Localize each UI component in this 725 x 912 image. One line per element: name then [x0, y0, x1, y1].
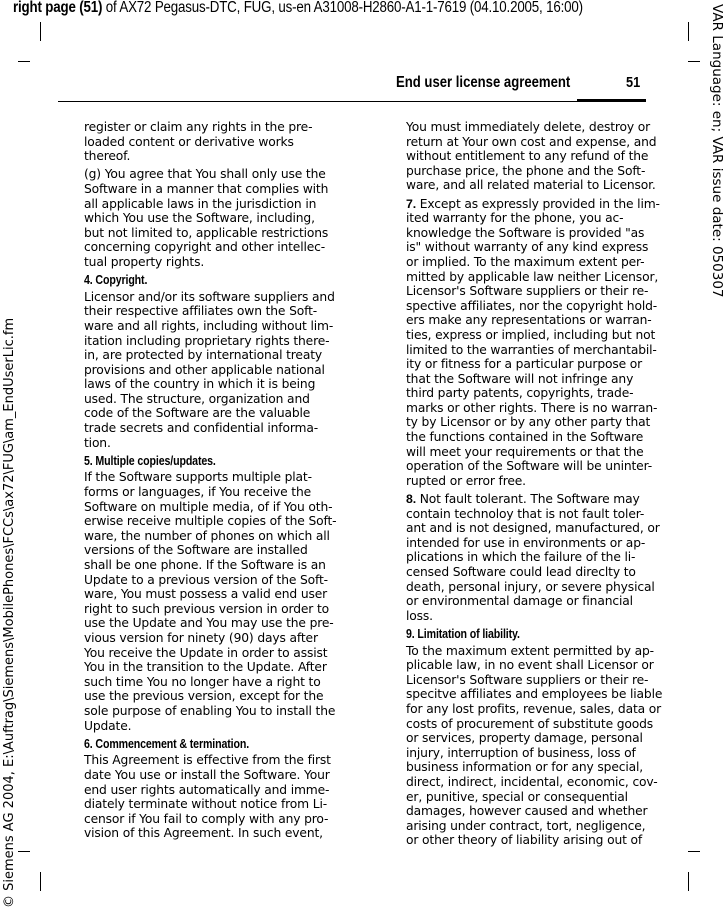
crop-mark	[688, 22, 689, 41]
paragraph	[406, 644, 725, 848]
text-line: which You use the Software, including,	[84, 211, 315, 226]
text-line: the functions contained in the Software	[406, 430, 644, 445]
text-line: ity or fitness for a particular purpose or	[406, 357, 643, 372]
text-line: all applicable laws in the jurisdiction in	[84, 196, 317, 211]
crop-mark	[40, 22, 41, 41]
text-line: rupted or error free.	[406, 473, 526, 488]
text-line: purchase price, the phone and the Soft-	[406, 163, 646, 178]
text-line: tion.	[84, 435, 111, 450]
text-line: marks or other rights. There is no warran-	[406, 400, 658, 415]
text-line: contain technoloy that is not fault toler-	[406, 506, 645, 521]
text-line: register or claim any rights in the pre-	[84, 120, 313, 134]
paragraph	[406, 120, 725, 193]
text-line: ers make any representations or warran-	[406, 313, 652, 328]
text-line: intended for use in environments or ap-	[406, 535, 646, 550]
text-line: concerning copyright and other intellec-	[84, 240, 326, 255]
text-line: ited warranty for the phone, you ac-	[406, 211, 624, 226]
paragraph	[84, 167, 404, 269]
text-line: You must immediately delete, destroy or	[406, 120, 651, 134]
var-language-note: VAR Language: en; VAR issue date: 050307	[709, 4, 725, 298]
text-line: arising under contract, tort, negligence,	[406, 818, 646, 833]
text-line-content: Not fault tolerant. The Software may	[415, 492, 640, 507]
text-line: or other theory of liability arising out of	[406, 833, 643, 848]
text-line: specitve affiliates and employees be liable	[406, 687, 663, 702]
paragraph	[84, 290, 404, 451]
text-line: loss.	[406, 608, 433, 623]
text-line: without entitlement to any refund of the	[406, 149, 649, 164]
text-line: versions of the Software are installed	[84, 543, 308, 558]
copyright-file-path: © Siemens AG 2004, E:\Auftrag\Siemens\MobilePhones\FCCs\ax72\FUG\am_EndUserLic.fm	[2, 317, 17, 908]
text-line: ties, express or implied, including but not	[406, 327, 656, 342]
paragraph	[84, 753, 404, 841]
text-line: Licensor's Software suppliers or their re-	[406, 284, 649, 299]
section-heading: 4. Copyright.	[84, 273, 148, 288]
text-line: ant and is not designed, manufactured, or	[406, 521, 660, 536]
running-header-title: End user license agreement	[396, 74, 571, 91]
print-job-info: of AX72 Pegasus-DTC, FUG, us-en A31008-H2860-A1-1-7619 (04.10.2005, 16:00)	[102, 0, 583, 16]
text-line: plications in which the failure of the li-	[406, 550, 636, 565]
text-line: Update to a previous version of the Soft-	[84, 572, 328, 587]
text-line: date You use or install the Software. Your	[84, 767, 330, 782]
text-line: or implied. To the maximum extent per-	[406, 254, 645, 269]
text-line: Licensor's Software suppliers or their re-	[406, 672, 649, 687]
section-heading: 9. Limitation of liability.	[406, 626, 520, 641]
text-line	[406, 197, 725, 212]
text-line: This Agreement is effective from the first	[84, 753, 331, 768]
paragraph	[406, 492, 725, 623]
text-line: diately terminate without notice from Li-	[84, 797, 328, 812]
text-line	[406, 492, 725, 507]
text-line: knowledge the Software is provided "as	[406, 225, 645, 240]
text-line: for any lost profits, revenue, sales, data or	[406, 701, 662, 716]
text-line: ware and all rights, including without lim-	[84, 318, 334, 333]
text-line: Update.	[84, 718, 132, 733]
print-page-ref: right page (51)	[13, 0, 103, 16]
page-number: 51	[626, 74, 641, 91]
text-line: direct, indirect, incidental, economic, cov-	[406, 774, 658, 789]
text-line: injury, interruption of business, loss of	[406, 745, 636, 760]
text-line: thereof.	[84, 149, 131, 164]
crop-mark	[18, 851, 30, 852]
text-line: laws of the country in which it is being	[84, 377, 316, 392]
text-line: vision of this Agreement. In such event,	[84, 826, 323, 841]
section-heading: 5. Multiple copies/updates.	[84, 453, 216, 468]
crop-mark	[688, 872, 689, 891]
text-line: code of the Software are the valuable	[84, 406, 311, 421]
text-line: third party patents, copyrights, trade-	[406, 386, 634, 401]
text-line: You in the transition to the Update. After	[84, 660, 327, 675]
header-rule-accent	[577, 99, 646, 102]
header-rule	[58, 101, 646, 102]
text-line: itation including proprietary rights there-	[84, 333, 330, 348]
section-number: 8.	[406, 492, 416, 507]
text-line: tual property rights.	[84, 254, 205, 269]
text-line: vious version for ninety (90) days after	[84, 630, 318, 645]
text-line: such time You no longer have a right to	[84, 674, 321, 689]
crop-mark	[40, 872, 41, 891]
paragraph	[84, 120, 404, 164]
text-line: ware, and all related material to Licensor.	[406, 178, 656, 193]
text-line: their respective affiliates own the Soft-	[84, 304, 318, 319]
text-line: use the Update and You may use the pre-	[84, 616, 334, 631]
text-line: ware, the number of phones on which all	[84, 528, 330, 543]
text-line: in, are protected by international treaty	[84, 348, 323, 363]
crop-mark	[18, 61, 30, 62]
text-line: You receive the Update in order to assist	[84, 645, 328, 660]
text-line: shall be one phone. If the Software is an	[84, 558, 326, 572]
text-line: provisions and other applicable national	[84, 362, 325, 377]
section-number: 7.	[406, 196, 416, 211]
text-line: operation of the Software will be uninter-	[406, 459, 653, 474]
text-line: return at Your own cost and expense, and	[406, 134, 657, 149]
text-line: ty by Licensor or by any other party that	[406, 415, 651, 430]
text-line: censed Software could lead direclty to	[406, 565, 636, 579]
text-line: damages, however caused and whether	[406, 804, 648, 819]
text-line: is" without warranty of any kind express	[406, 240, 649, 255]
text-line: sole purpose of enabling You to install the	[84, 703, 336, 718]
text-line-content: Except as expressly provided in the lim-	[415, 196, 660, 211]
text-line: or services, property damage, personal	[406, 731, 643, 746]
text-line: right to such previous version in order to	[84, 601, 330, 616]
text-line: business information or for any special,	[406, 760, 644, 775]
right-column	[406, 120, 725, 851]
text-line: (g) You agree that You shall only use the	[84, 167, 326, 182]
text-line: loaded content or derivative works	[84, 134, 294, 149]
text-line: ware, You must possess a valid end user	[84, 587, 328, 602]
text-line: forms or languages, if You receive the	[84, 485, 312, 500]
text-line: plicable law, in no event shall Licensor or	[406, 658, 654, 673]
text-line: or environmental damage or financial	[406, 594, 633, 609]
text-line: erwise receive multiple copies of the Soft-	[84, 514, 337, 529]
text-line: will meet your requirements or that the	[406, 444, 644, 459]
text-line: spective affiliates, nor the copyright hold-	[406, 298, 658, 313]
print-job-line	[13, 0, 583, 17]
left-column	[84, 120, 404, 844]
text-line: death, personal injury, or severe physical	[406, 579, 655, 594]
text-line: Software on multiple media, of if You oth-	[84, 499, 333, 514]
text-line: costs of procurement of substitute goods	[406, 716, 654, 731]
text-line: If the Software supports multiple plat-	[84, 470, 312, 485]
paragraph	[406, 197, 725, 489]
text-line: trade secrets and confidential informa-	[84, 421, 319, 436]
text-line: but not limited to, applicable restrictions	[84, 225, 329, 240]
text-line: use the previous version, except for the	[84, 689, 324, 704]
text-line: Software in a manner that complies with	[84, 181, 329, 196]
paragraph	[84, 470, 404, 733]
text-line: used. The structure, organization and	[84, 391, 310, 406]
crop-mark	[688, 61, 700, 62]
text-line: er, punitive, special or consequential	[406, 789, 628, 804]
text-line: limited to the warranties of merchantabil-	[406, 342, 657, 357]
text-line: mitted by applicable law neither Licensor,	[406, 269, 659, 284]
text-line: end user rights automatically and imme-	[84, 782, 330, 797]
section-heading: 6. Commencement & termination.	[84, 736, 250, 751]
text-line: Licensor and/or its software suppliers and	[84, 289, 335, 304]
text-line: To the maximum extent permitted by ap-	[406, 643, 654, 658]
text-line: censor if You fail to comply with any pro-	[84, 811, 329, 826]
text-line: that the Software will not infringe any	[406, 371, 634, 386]
